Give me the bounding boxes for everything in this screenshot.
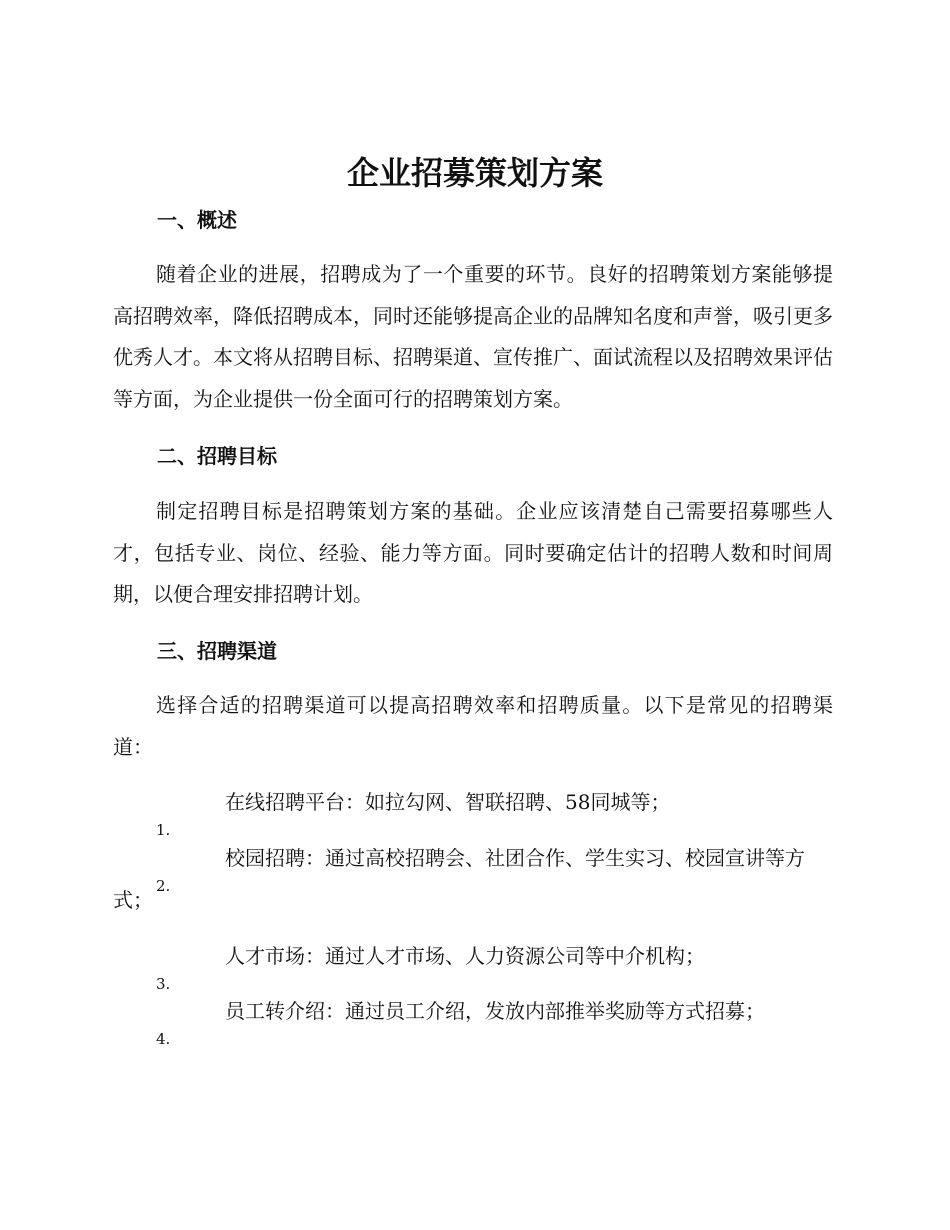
recruitment-channels-paragraph: 选择合适的招聘渠道可以提高招聘效率和招聘质量。以下是常见的招聘渠道： [113, 693, 833, 759]
list-item [113, 990, 833, 1048]
list-item-text: 在线招聘平台：如拉勾网、智联招聘、58同城等； [225, 790, 671, 814]
list-item-text: 人才市场：通过人才市场、人力资源公司等中介机构； [225, 944, 705, 968]
list-item-text: 校园招聘：通过高校招聘会、社团合作、学生实习、校园宣讲等方式； [113, 846, 805, 912]
list-item-number: 4. [156, 1030, 171, 1048]
list-item [113, 781, 833, 839]
document-title: 企业招募策划方案 [346, 154, 603, 192]
list-item-number: 2. [156, 877, 171, 895]
list-item-number: 3. [156, 975, 171, 993]
list-item-number: 1. [156, 821, 171, 839]
section-heading-overview: 一、概述 [157, 208, 237, 232]
list-item-text: 员工转介绍：通过员工介绍，发放内部推举奖励等方式招募； [225, 999, 765, 1023]
section-heading-recruitment-goals: 二、招聘目标 [157, 444, 277, 468]
overview-paragraph: 随着企业的进展，招聘成为了一个重要的环节。良好的招聘策划方案能够提高招聘效率，降低招聘成本，同时还能够提高企业的品牌知名度和声誉，吸引更多优秀人才。本文将从招聘目标、招聘渠道、宣传推广、面试流程以及招聘效果评估等方面，为企业提供一份全面可行的招聘策划方案。 [113, 262, 833, 411]
list-item [113, 837, 833, 921]
section-heading-recruitment-channels: 三、招聘渠道 [157, 639, 277, 663]
list-item [113, 935, 833, 993]
recruitment-goals-paragraph: 制定招聘目标是招聘策划方案的基础。企业应该清楚自己需要招募哪些人才，包括专业、岗位、经验、能力等方面。同时要确定估计的招聘人数和时间周期，以便合理安排招聘计划。 [113, 499, 833, 606]
